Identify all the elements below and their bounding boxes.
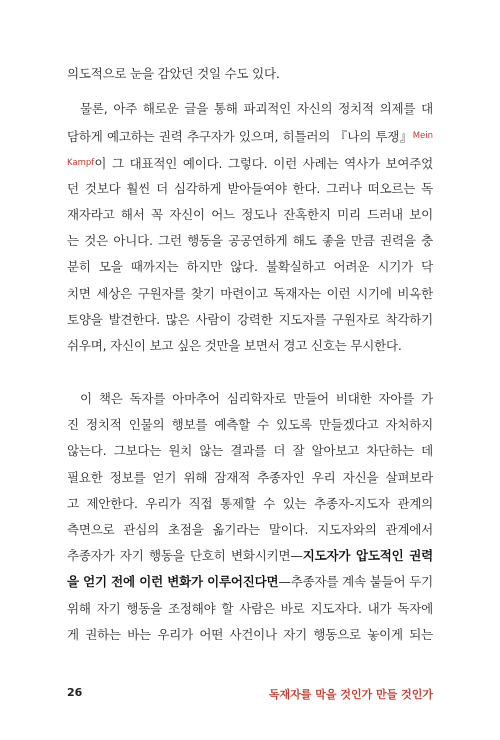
text-line: 던 것보다 훨씬 더 심각하게 받아들여야 한다. 그러나 떠오르는 독 [67,181,433,196]
text-line: 쉬우며, 자신이 보고 싶은 것만을 보면서 경고 신호는 무시한다. [67,338,402,353]
text-line: 토양을 발견한다. 많은 사람이 강력한 지도자를 구원자로 착각하기 [67,312,433,327]
running-title: 독재자를 막을 것인가 만들 것인가 [268,688,433,701]
text-line: 는 것은 아니다. 그런 행동을 공공연하게 해도 좋을 만큼 권력을 충 [67,233,433,248]
text-span: —추종자를 계속 붙들어 두기 [278,574,434,589]
text-span: 추종자가 자기 행동을 단호히 변화시키면— [67,548,303,563]
text-line: 게 권하는 바는 우리가 어떤 사건이나 자기 행동으로 놓이게 되는 [67,627,433,642]
original-title-ref: Mein [412,131,433,141]
text-line: 않는다. 그보다는 원치 않는 결과를 더 잘 알아보고 차단하는 데 [67,443,433,458]
text-line [67,572,433,592]
text-line: 의도적으로 눈을 감았던 것일 수도 있다. [67,66,280,81]
original-title-ref: Kampf [67,158,95,168]
text-line: 이 책은 독자를 아마추어 심리학자로 만들어 비대한 자아를 가 [80,391,433,406]
text-line: 측면으로 관심의 초점을 옮기라는 말이다. 지도자와의 관계에서 [67,522,433,537]
page-number: 26 [67,686,83,699]
text-line: 필요한 정보를 얻기 위해 잠재적 추종자인 우리 자신을 살펴보라 [67,470,433,485]
text-line [67,153,433,174]
text-line: 치면 세상은 구원자를 찾기 마련이고 독재자는 이런 시기에 비옥한 [67,286,433,301]
text-line: 고 제안한다. 우리가 직접 통제할 수 있는 추종자-지도자 관계의 [67,496,433,511]
text-line: 위해 자기 행동을 조정해야 할 사람은 바로 지도자다. 내가 독자에 [67,601,433,616]
text-span: 이 그 대표적인 예이다. 그렇다. 이런 사례는 역사가 보여주었 [94,156,433,171]
emphasis-text: 을 얻기 전에 이런 변화가 이루어진다면 [67,574,279,589]
emphasis-text: 지도자가 압도적인 권력 [302,548,433,563]
text-line: 진 정치적 인물의 행보를 예측할 수 있도록 만들겠다고 자처하지 [67,417,433,432]
text-line: 재자라고 해서 꼭 자신이 어느 정도나 잔혹한지 미리 드러내 보이 [67,207,433,222]
text-span: 담하게 예고하는 권력 추구자가 있으며, 히틀러의 『나의 투쟁』 [67,129,413,144]
text-line [67,126,433,147]
text-line: 물론, 아주 해로운 글을 통해 파괴적인 자신의 정치적 의제를 대 [80,101,433,116]
text-line: 분히 모을 때까지는 하지만 않다. 불확실하고 어려운 시기가 닥 [67,259,433,274]
text-line [67,546,433,566]
